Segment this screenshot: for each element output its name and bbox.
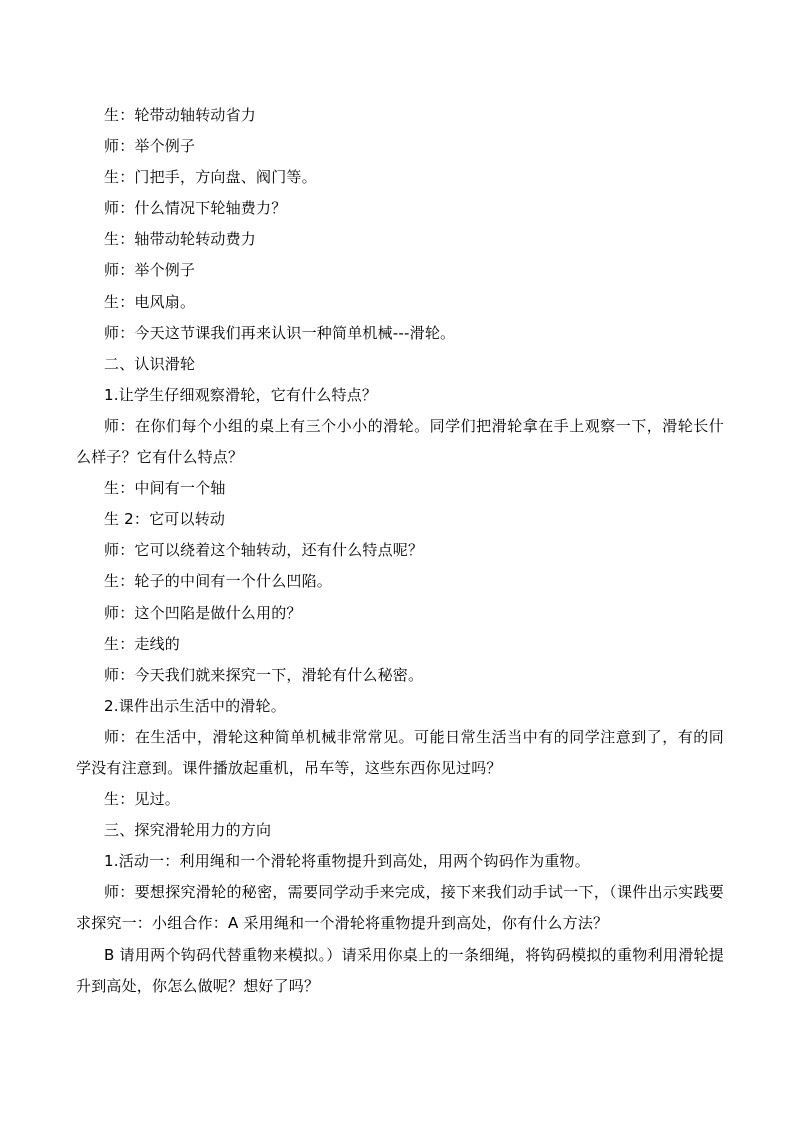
document-body xyxy=(76,100,724,1002)
dialogue-line: 师：它可以绕着这个轴转动，还有什么特点呢？ xyxy=(104,541,424,560)
step-heading: 2.课件出示生活中的滑轮。 xyxy=(104,696,286,715)
dialogue-paragraph: 师：要想探究滑轮的秘密，需要同学动手来完成，接下来我们动手试一下，（课件出示实践要求探究一：小组合作：A 采用绳和一个滑轮将重物提升到高处，你有什么方法？ xyxy=(76,883,724,933)
section-heading: 二、认识滑轮 xyxy=(104,354,196,373)
dialogue-line: 生：见过。 xyxy=(104,790,181,809)
step-heading: 1.让学生仔细观察滑轮，它有什么特点？ xyxy=(104,385,378,404)
dialogue-paragraph: 师：在生活中，滑轮这种简单机械非常常见。可能日常生活当中有的同学注意到了，有的同学没有注意到。课件播放起重机，吊车等，这些东西你见过吗？ xyxy=(76,727,724,777)
dialogue-line: 生：电风扇。 xyxy=(104,292,196,311)
dialogue-line: 生：轮子的中间有一个什么凹陷。 xyxy=(104,572,333,591)
dialogue-line: 师：举个例子 xyxy=(104,137,196,156)
dialogue-line: 师：今天这节课我们再来认识一种简单机械---滑轮。 xyxy=(104,323,456,342)
dialogue-line: 生：轮带动轴转动省力 xyxy=(104,106,257,124)
instruction-paragraph: B 请用两个钩码代替重物来模拟。）请采用你桌上的一条细绳，将钩码模拟的重物利用滑轮提升到高处，你怎么做呢？想好了吗？ xyxy=(76,945,724,995)
dialogue-line: 生：轴带动轮转动费力 xyxy=(104,230,257,249)
step-heading: 1.活动一：利用绳和一个滑轮将重物提升到高处，用两个钩码作为重物。 xyxy=(104,852,590,871)
dialogue-line: 生：中间有一个轴 xyxy=(104,479,226,498)
dialogue-line: 师：这个凹陷是做什么用的？ xyxy=(104,603,302,622)
dialogue-line: 生 2：它可以转动 xyxy=(104,510,226,529)
dialogue-paragraph: 师：在你们每个小组的桌上有三个小小的滑轮。同学们把滑轮拿在手上观察一下，滑轮长什么样子？它有什么特点？ xyxy=(76,416,724,467)
dialogue-line: 师：什么情况下轮轴费力？ xyxy=(104,199,287,218)
dialogue-line: 生：走线的 xyxy=(104,634,181,653)
dialogue-line: 师：举个例子 xyxy=(104,261,196,280)
dialogue-line: 生：门把手，方向盘、阀门等。 xyxy=(104,168,317,187)
section-heading: 三、探究滑轮用力的方向 xyxy=(104,821,272,840)
dialogue-line: 师：今天我们就来探究一下，滑轮有什么秘密。 xyxy=(104,665,424,684)
